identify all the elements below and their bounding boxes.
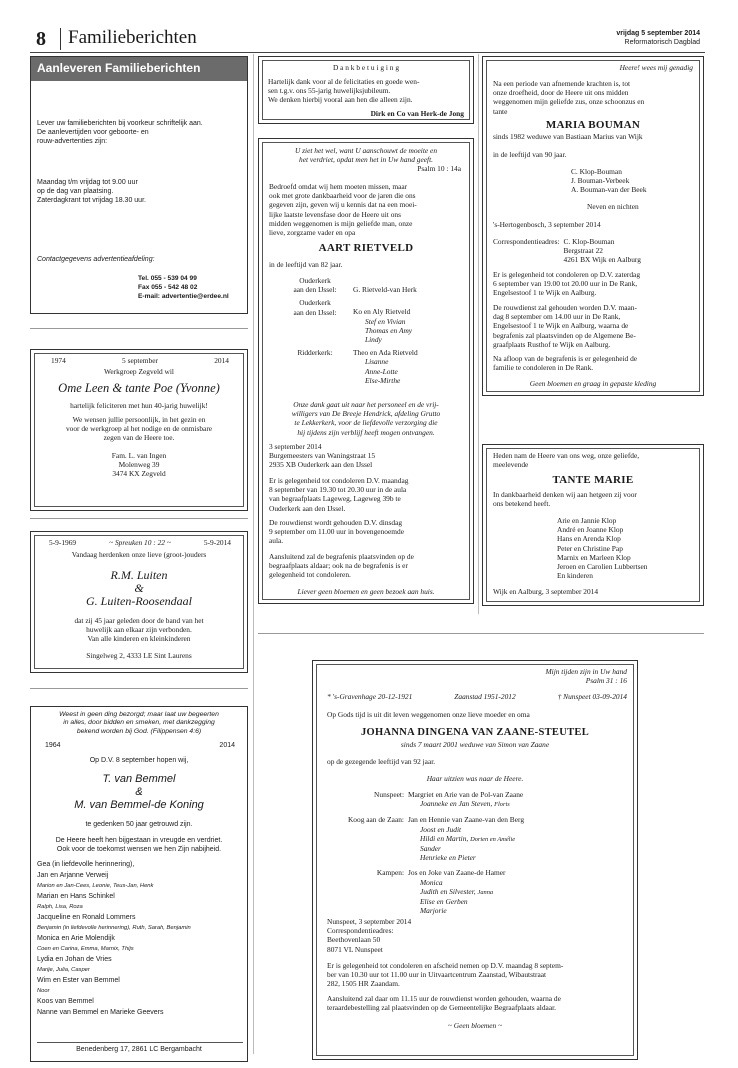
marie-intro: [493, 451, 639, 469]
bouman-place: 's-Hertogenbosch, 3 september 2014: [493, 220, 601, 229]
dank-title: D a n k b e t u i g i n g: [332, 63, 400, 72]
info-line: De aanlevertijden voor geboorte- en: [37, 129, 149, 136]
family-member: Jan en Hennie van Zaane-van den Berg: [408, 815, 525, 825]
text-line: van begraafplaats Lageweg, Lageweg 39b te: [269, 494, 401, 504]
text-line: De rouwdienst wordt gehouden D.V. dinsdag: [269, 518, 403, 527]
notice-luiten: [30, 531, 248, 673]
text-line: Engelsestoof 1 te Wijk en Aalburg, waarna de: [493, 321, 629, 331]
family-location: Ouderkerk aan den IJssel:: [293, 298, 337, 317]
family-member: J. Bouman-Verbeek: [571, 176, 630, 186]
info-line: Zaterdagkrant tot vrijdag 18.30 uur.: [37, 197, 146, 204]
family-member: A. Bouman-van der Beek: [571, 185, 647, 195]
family-location: Koog aan de Zaan:: [347, 815, 404, 825]
correspondence-label: Correspondentieadres:: [493, 237, 560, 246]
separator: [30, 328, 248, 329]
text-line: Correspondentieadres:: [327, 926, 394, 936]
family-member: Monica en Arie Molendijk: [37, 935, 115, 942]
text-line: begrafenis zal plaatsvinden op de Algemene Be-: [493, 330, 636, 340]
family-member: Jeroen en Carolien Lubbertsen: [557, 562, 648, 572]
dank-body: [268, 77, 419, 105]
text-line: Engelsestoof 1 te Wijk en Aalburg.: [493, 288, 597, 298]
family-member: Marian en Hans Schinkel: [37, 893, 115, 900]
family-grandchildren: Marije, Julia, Casper: [37, 967, 90, 973]
text-line: ons betekend heeft.: [493, 499, 551, 509]
text-line: In dankbaarheid denken wij aan hetgeen zij voor: [493, 490, 637, 499]
text-line: Ook voor de toekomst wensen we hen Zijn nabijheid.: [56, 846, 222, 853]
text-line: graafplaats Rusthof te Wijk en Aalburg.: [493, 339, 611, 349]
text-line: Nunspeet, 3 september 2014: [327, 917, 412, 926]
text-line: Er is gelegenheid tot condoleren D.V. maandag: [269, 476, 409, 485]
text-line: Onze dank gaat uit naar het personeel en de vrij-: [293, 400, 439, 409]
text-line: Heden nam de Heere van ons weg, onze geliefde,: [493, 451, 640, 460]
text-line: Weest in geen ding bezorgd; maar laat uw begeerten: [59, 711, 219, 718]
ampersand: &: [134, 581, 144, 595]
family-grandchildren: Ralph, Lisa, Roza: [37, 904, 83, 910]
text-line: C. Klop-Bouman: [563, 237, 615, 246]
poe-org: Werkgroep Zegveld wil: [103, 367, 174, 376]
text-line: zegen van de Heere toe.: [103, 433, 175, 443]
text-line: gegeven zijn, geven wij u kennis dat na een moei-: [269, 200, 417, 210]
marie-family: [557, 516, 648, 580]
family-member: Gea (in liefdevolle herinnering),: [37, 861, 135, 868]
header-divider: [60, 28, 61, 50]
bouman-family: [571, 167, 647, 195]
text-line: Bergstraat 22: [563, 246, 603, 256]
family-member: G. Rietveld-van Herk: [353, 285, 417, 294]
rietveld-burial: [269, 552, 414, 580]
family-member: Lydia en Johan de Vries: [37, 956, 112, 963]
poe-date: 5 september: [122, 356, 158, 365]
info-times-text: [37, 178, 146, 205]
text-line: hij tijdens zijn verblijf heeft mogen ontvangen.: [297, 427, 435, 437]
bemmel-year-row: [45, 742, 235, 749]
steutel-dates: [327, 692, 627, 701]
page-number: 8: [36, 28, 46, 50]
text-line: Mijn tijden zijn in Uw hand: [545, 667, 627, 676]
steutel-closing: ~ Geen bloemen ~: [447, 1021, 503, 1030]
steutel-died: † Nunspeet 03-09-2014: [557, 692, 627, 701]
header-rule: [30, 52, 705, 53]
text-line: Fam. L. van Ingen: [111, 451, 167, 460]
poe-year-row: [51, 356, 229, 365]
text-line: Hartelijk dank voor al de felicitaties en goede wen-: [268, 77, 420, 86]
rietveld-address: [269, 442, 375, 470]
family-location: Ouderkerk aan den IJssel:: [293, 276, 337, 295]
family-child: Henrieke en Pieter: [420, 853, 476, 863]
bemmel-name-1: T. van Bemmel: [102, 773, 176, 785]
poe-year-end: 2014: [214, 356, 229, 365]
text-line: We denken hierbij vooral aan hen die alleen zijn.: [268, 95, 413, 105]
bouman-correspondence: [493, 237, 641, 265]
family-member: Peter en Christine Pap: [557, 543, 623, 553]
text-line: het verdriet, opdat men het in Uw hand geeft.: [299, 155, 433, 165]
text-line: bekend worden bij God. (Filippensen 4:6): [76, 727, 202, 735]
family-child: Joanneke en Jan Steven, Floris: [420, 799, 510, 809]
steutel-born: * 's-Gravenhage 20-12-1921: [327, 692, 413, 701]
text-line: in alles, door bidden en smeken, met dankzegging: [63, 719, 215, 727]
text-line: Van alle kinderen en kleinkinderen: [87, 634, 191, 644]
family-child: Marjorie: [420, 906, 447, 916]
text-line: weggenomen mijn geliefde zus, onze schoonzus en: [493, 97, 645, 107]
family-child: Monica: [420, 877, 443, 887]
text-line: U ziet het wel, want U aanschouwt de moeite en: [294, 146, 438, 155]
steutel-motto: Haar uitzien was naar de Heere.: [426, 774, 524, 783]
bouman-after: [493, 354, 637, 372]
bemmel-name-2: M. van Bemmel-de Koning: [74, 799, 204, 811]
text-line: 8 september van 19.30 tot 20.30 uur in de aula: [269, 485, 407, 495]
rietveld-intro: [269, 182, 417, 237]
family-grandchildren: Noor: [37, 988, 50, 994]
family-member: Nanne van Bemmel en Marieke Geevers: [37, 1009, 164, 1016]
steutel-widow: sinds 7 maart 2001 weduwe van Simon van Zaane: [400, 740, 550, 749]
header-date: vrijdag 5 september 2014: [616, 30, 700, 37]
family-child: Lindy: [365, 335, 382, 345]
text-line: tante: [493, 106, 508, 116]
bemmel-year-start: 1964: [45, 742, 61, 749]
bemmel-verse: [31, 711, 247, 736]
text-line: Aansluitend zal de begrafenis plaatsvinden op de: [269, 552, 414, 561]
family-location: Kampen:: [376, 868, 404, 878]
family-location: Ridderkerk:: [297, 348, 333, 358]
text-line: familie te condoleren in De Rank.: [493, 363, 594, 373]
family-grandchildren: Coen en Carina, Emma, Marnix, Thijs: [37, 946, 134, 952]
steutel-service: [327, 994, 561, 1012]
bouman-verse: Heere! wees mij genadig: [619, 63, 693, 72]
ampersand: &: [135, 786, 143, 798]
marie-name: TANTE MARIE: [552, 474, 634, 486]
family-member: Koos van Bemmel: [37, 998, 94, 1005]
family-grandchildren: Benjamin (in liefdevolle herinnering), Ruth, Sarah, Benjamin: [37, 925, 191, 931]
notice-steutel: [312, 660, 638, 1060]
bouman-name: MARIA BOUMAN: [545, 119, 641, 131]
text-line: 3 september 2014: [269, 442, 322, 451]
text-line: De rouwdienst zal gehouden worden D.V. maan-: [493, 303, 637, 312]
info-tel: Tel. 055 - 539 04 99: [138, 275, 197, 282]
luiten-body: [31, 616, 247, 644]
text-line: De Heere heeft hen bijgestaan in vreugde en verdriet.: [55, 837, 223, 844]
family-child: Hildi en Martin, Dorien en Amélie: [420, 833, 516, 843]
section-title: Familieberichten: [68, 27, 197, 48]
steutel-family: [327, 790, 627, 915]
notice-tante-marie: [482, 444, 704, 606]
text-line: gelegenheid tot condoleren.: [269, 570, 351, 580]
bemmel-names: [31, 773, 247, 812]
luiten-name-1: R.M. Luiten: [110, 568, 168, 582]
info-contact: [138, 274, 229, 301]
notice-bemmel: [30, 706, 248, 1062]
text-line: Aansluitend zal daar om 11.15 uur de rouwdienst worden gehouden, waarna de: [327, 994, 561, 1003]
poe-congrats: hartelijk feliciteren met hun 40-jarig huwelijk!: [70, 401, 208, 410]
text-line: dat zij 45 jaar geleden door de band van het: [74, 616, 204, 625]
text-line: lijke laatste levensfase door de Heere uit ons: [269, 209, 401, 219]
notice-dankbetuiging: [258, 56, 474, 124]
family-member: Arie en Jannie Klop: [557, 516, 617, 525]
text-line: Molenweg 39: [118, 460, 160, 470]
text-line: Burgemeesters van Waningstraat 15: [269, 451, 376, 461]
info-line: op de dag van plaatsing.: [37, 188, 114, 195]
family-member: En kinderen: [557, 571, 593, 581]
steutel-address: [327, 917, 411, 954]
bemmel-thanks: [31, 836, 247, 854]
family-member: André en Joanne Klop: [557, 525, 624, 535]
luiten-name-2: G. Luiten-Roosendaal: [86, 594, 192, 608]
family-member: Hans en Arenda Klop: [557, 534, 621, 544]
luiten-names: [31, 569, 247, 608]
bouman-closing: Geen bloemen en graag in gepaste kleding: [529, 379, 657, 388]
info-title: Aanleveren Familieberichten: [31, 57, 247, 81]
text-line: Na een periode van afnemende krachten is, tot: [493, 79, 631, 88]
rietveld-verse-ref: Psalm 10 : 14a: [417, 164, 461, 173]
family-member: Ko en Aly Rietveld: [353, 307, 411, 317]
family-child: Elise en Gerben: [420, 897, 468, 907]
poe-name: Ome Leen & tante Poe (Yvonne): [58, 381, 220, 395]
bemmel-intro: Op D.V. 8 september hopen wij,: [89, 757, 189, 764]
family-child: Joost en Judit: [420, 824, 462, 834]
info-contact-label: Contactgegevens advertentieafdeling:: [37, 256, 155, 263]
text-line: meelevende: [493, 460, 529, 470]
steutel-intro: Op Gods tijd is uit dit leven weggenomen onze lieve moeder en oma: [327, 710, 530, 719]
notice-bouman: [482, 56, 704, 396]
info-delivery-text: [37, 119, 203, 146]
rietveld-verse: [259, 146, 473, 164]
text-line: huwelijk aan elkaar zijn verbonden.: [86, 625, 192, 635]
text-line: midden weggenomen is mijn geliefde man, onze: [269, 218, 413, 228]
header-paper: Reformatorisch Dagblad: [624, 39, 700, 46]
family-member: C. Klop-Bouman: [571, 167, 622, 176]
steutel-lived: Zaanstad 1951-2012: [454, 692, 516, 701]
luiten-verse: ~ Spreuken 10 : 22 ~: [109, 538, 171, 547]
family-grandchildren: Marion en Jan-Cees, Leonie, Teus-Jan, Henk: [37, 883, 154, 889]
family-member: Margriet en Arie van de Pol-van Zaane: [408, 790, 524, 799]
info-fax: Fax 055 - 542 48 02: [138, 284, 198, 291]
bouman-age: in de leeftijd van 90 jaar.: [493, 150, 567, 159]
bemmel-bottom-rule: [37, 1042, 243, 1043]
bouman-service: [493, 303, 637, 349]
family-child: Thomas en Amy: [365, 325, 413, 335]
family-child: Lisanne: [365, 357, 389, 367]
luiten-date-row: [49, 538, 231, 547]
luiten-date-end: 5-9-2014: [203, 538, 231, 547]
steutel-verse: [545, 667, 627, 685]
dank-signature: Dirk en Co van Herk-de Jong: [370, 109, 464, 118]
marie-thanks: [493, 490, 637, 508]
family-child: Judith en Silvester, Janna: [420, 886, 494, 896]
poe-wishes: [31, 415, 247, 443]
family-child: Sander: [420, 844, 441, 854]
text-line: teraardebestelling zal plaatsvinden op de Gemeentelijke Begraafplaats aldaar.: [327, 1003, 557, 1013]
family-member: Jos en Joke van Zaane-de Hamer: [408, 868, 506, 878]
notice-poe: [30, 349, 248, 511]
family-child: Stef en Vivian: [365, 316, 406, 326]
bemmel-year-end: 2014: [219, 742, 235, 749]
family-location: Nunspeet:: [374, 790, 404, 799]
family-member: Jacqueline en Ronald Lommers: [37, 914, 136, 921]
text-line: 2935 XB Ouderkerk aan den IJssel: [269, 460, 373, 470]
info-email[interactable]: E-mail: advertentie@erdee.nl: [138, 293, 229, 300]
marie-place: Wijk en Aalburg, 3 september 2014: [493, 587, 599, 596]
bemmel-years: te gedenken 50 jaar getrouwd zijn.: [85, 821, 193, 828]
separator: [30, 518, 248, 519]
poe-year-start: 1974: [51, 356, 66, 365]
text-line: onze droefheid, door de Heere uit ons midden: [493, 88, 629, 98]
notice-rietveld: [258, 138, 474, 604]
text-line: Beethovenlaan 50: [327, 935, 381, 945]
text-line: Ouderkerk aan den IJssel.: [269, 503, 346, 513]
text-line: 9 september om 11.00 uur in bovengenoemde: [269, 527, 404, 537]
text-line: voor de werkgroep al het nodige en de onmisbare: [65, 424, 213, 434]
rietveld-age: in de leeftijd van 82 jaar.: [269, 260, 343, 269]
steutel-condolence: [327, 961, 563, 989]
luiten-address: Singelweg 2, 4333 LE Sint Laurens: [86, 651, 192, 660]
bemmel-address: Benedenberg 17, 2861 LC Bergambacht: [76, 1046, 202, 1053]
bouman-widow: sinds 1982 weduwe van Bastiaan Marius van Wijk: [493, 132, 643, 141]
text-line: Na afloop van de begrafenis is er gelegenheid de: [493, 354, 638, 363]
rietveld-thanks: [259, 400, 473, 437]
text-line: 8071 VL Nunspeet: [327, 944, 383, 954]
bouman-condolence: [493, 270, 640, 298]
text-line: Psalm 31 : 16: [585, 676, 627, 686]
steutel-age: op de gezegende leeftijd van 92 jaar.: [327, 757, 436, 766]
text-line: ook met grote dankbaarheid voor de jaren die ons: [269, 191, 416, 201]
text-line: Er is gelegenheid tot condoleren en afscheid nemen op D.V. maandag 8 septem-: [327, 961, 564, 970]
rietveld-name: AART RIETVELD: [318, 242, 414, 254]
text-line: Bedroefd omdat wij hem moeten missen, maar: [269, 182, 408, 191]
luiten-date-start: 5-9-1969: [49, 538, 77, 547]
text-line: Er is gelegenheid tot condoleren op D.V. zaterdag: [493, 270, 641, 279]
text-line: willigers van De Breeje Hendrick, afdeling Grutto: [291, 409, 441, 419]
family-member: Theo en Ada Rietveld: [353, 348, 418, 358]
text-line: 3474 KX Zegveld: [112, 469, 166, 479]
text-line: lieve, zorgzame vader en opa: [269, 228, 356, 238]
text-line: 6 september van 19.00 tot 20.00 uur in De Rank,: [493, 279, 638, 289]
text-line: begraafplaats aldaar; ook na de begrafenis is er: [269, 561, 408, 571]
rietveld-condolence: [269, 476, 408, 513]
text-line: 282, 1505 HR Zaandam.: [327, 979, 400, 989]
column-divider: [478, 54, 479, 614]
column-divider: [253, 54, 254, 1054]
family-child: Anne-Lotte: [365, 366, 398, 376]
text-line: 4261 BX Wijk en Aalburg: [563, 255, 641, 265]
family-child: Else-Mirthe: [365, 375, 401, 385]
info-line: rouw-advertenties zijn:: [37, 138, 108, 145]
text-line: ber van 10.30 uur tot 11.00 uur in Uitvaartcentrum Zaanstad, Wibautstraat: [327, 970, 547, 980]
text-line: We wensen jullie persoonlijk, in het gezin en: [72, 415, 206, 424]
steutel-name: JOHANNA DINGENA VAN ZAANE-STEUTEL: [360, 727, 589, 738]
bouman-intro: [493, 79, 644, 116]
bouman-neven: Neven en nichten: [587, 202, 639, 211]
rietveld-service: [269, 518, 404, 546]
text-line: sen t.g.v. ons 55-jarig huwelijksjubileum.: [268, 86, 391, 96]
bemmel-family-list: [37, 859, 243, 1018]
rietveld-family: [277, 276, 467, 385]
info-line: Lever uw familieberichten bij voorkeur schriftelijk aan.: [37, 120, 203, 127]
family-member: Wim en Ester van Bemmel: [37, 977, 120, 984]
poe-address: [31, 451, 247, 479]
text-line: aula.: [269, 536, 284, 546]
rietveld-closing: Liever geen bloemen en geen bezoek aan huis.: [297, 587, 435, 596]
separator: [258, 633, 704, 634]
separator: [30, 688, 248, 689]
info-box: [30, 56, 248, 314]
text-line: dag 8 september om 14.00 uur in De Rank,: [493, 312, 621, 322]
luiten-intro: Vandaag herdenken onze lieve (groot-)ouders: [71, 550, 207, 559]
text-line: te Lekkerkerk, voor de liefdevolle verzorging die: [294, 418, 438, 428]
info-line: Maandag t/m vrijdag tot 9.00 uur: [37, 179, 138, 186]
family-member: Marnix en Marleen Klop: [557, 552, 631, 562]
family-member: Jan en Arjanne Verweij: [37, 872, 109, 879]
